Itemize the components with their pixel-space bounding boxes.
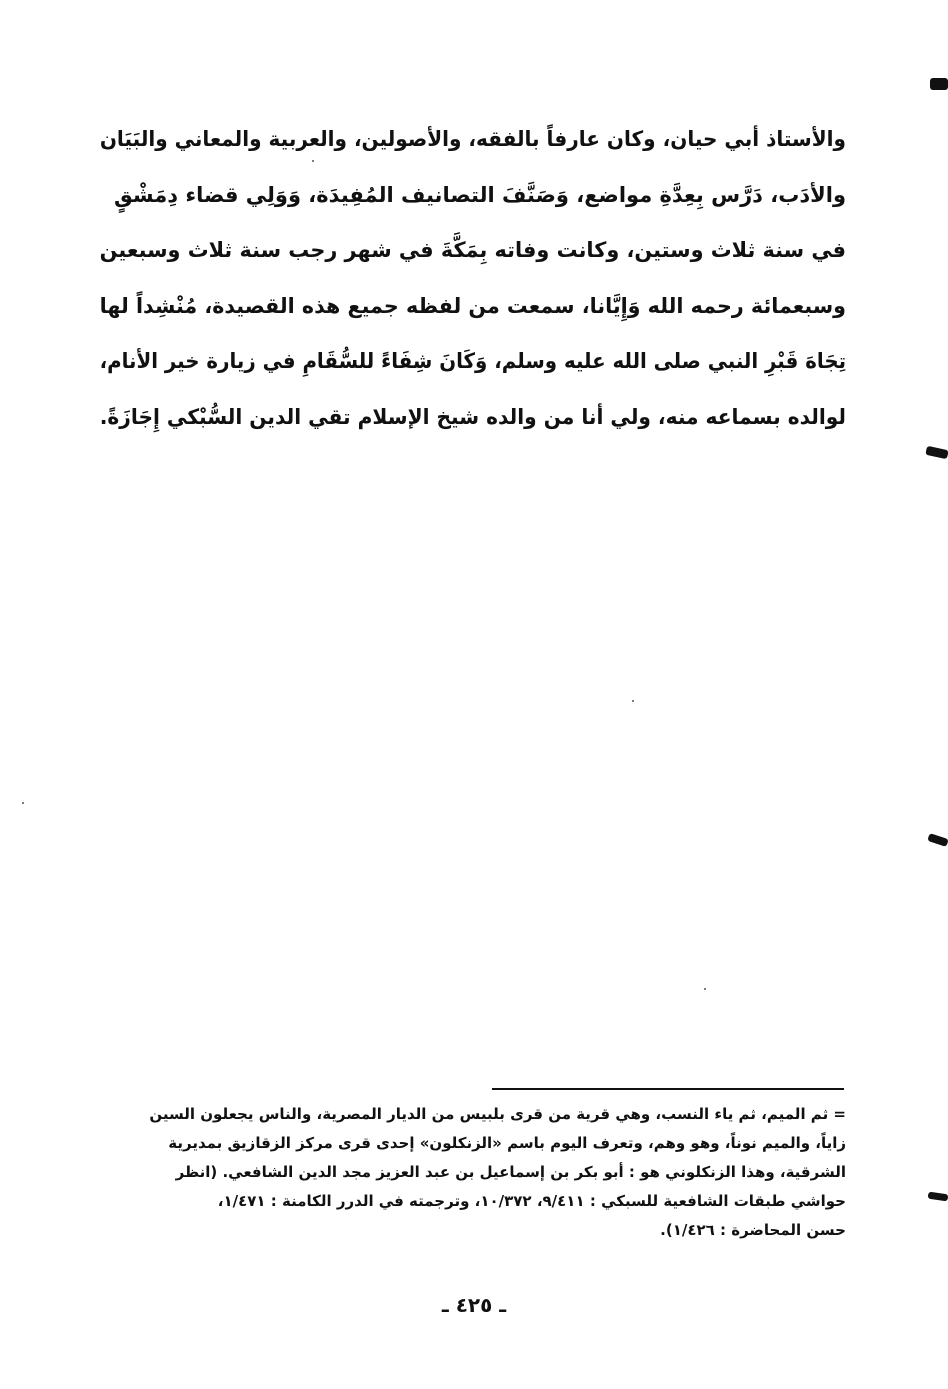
scan-binding-mark (927, 833, 948, 847)
body-line: في سنة ثلاث وستين، وكانت وفاته بِمَكَّةَ في شهر رجب سنة ثلاث وسبعين (99, 238, 847, 262)
scan-speck (312, 160, 314, 162)
scan-binding-mark (930, 78, 948, 90)
footnote-divider (492, 1088, 844, 1090)
footnote-line: حسن المحاضرة : ١/٤٢٦). (660, 1221, 846, 1239)
body-text (100, 112, 846, 445)
page-number: ـ ٤٢٥ ـ (441, 1293, 507, 1317)
footnote (100, 1100, 846, 1245)
body-line: لوالده بسماعه منه، ولي أنا من والده شيخ الإسلام تقي الدين السُّبْكي إِجَازَةً. (99, 404, 846, 429)
scan-binding-mark (928, 1192, 948, 1202)
footnote-line: الشرقية، وهذا الزنكلوني هو : أبو بكر بن إسماعيل بن عبد العزيز مجد الدين الشافعي. (انظر (175, 1163, 846, 1181)
body-line: والأدَب، دَرَّس بِعِدَّةِ مواضع، وَصَنَّفَ التصانيف المُفِيدَة، وَوَلِي قضاء دِمَشْقٍ (114, 182, 846, 207)
scan-binding-mark (925, 446, 948, 459)
body-line: وسبعمائة رحمه الله وَإِيَّانا، سمعت من لفظه جميع هذه القصيدة، مُنْشِداً لها (99, 293, 847, 318)
footnote-line: زاياً، والميم نوناً، وهو وهم، وتعرف اليوم باسم «الزنكلون» إحدى قرى مركز الزقازيق بمديرية (168, 1134, 846, 1152)
body-line: تِجَاهَ قَبْرِ النبي صلى الله عليه وسلم، وَكَانَ شِفَاءً للسُّقَامِ في زيارة خير الأنام، (99, 349, 847, 373)
scan-speck (632, 700, 634, 702)
body-line: والأستاذ أبي حيان، وكان عارفاً بالفقه، والأصولين، والعربية والمعاني والبَيَان (99, 127, 846, 151)
scan-speck (704, 988, 706, 990)
footnote-line: = ثم الميم، ثم ياء النسب، وهي قرية من قرى بلبيس من الديار المصرية، والناس يجعلون السين (149, 1105, 846, 1123)
scan-speck (22, 802, 24, 804)
footnote-line: حواشي طبقات الشافعية للسبكي : ٩/٤١١، ١٠/٣٧٢، وترجمته في الدرر الكامنة : ١/٤٧١، (217, 1192, 846, 1210)
